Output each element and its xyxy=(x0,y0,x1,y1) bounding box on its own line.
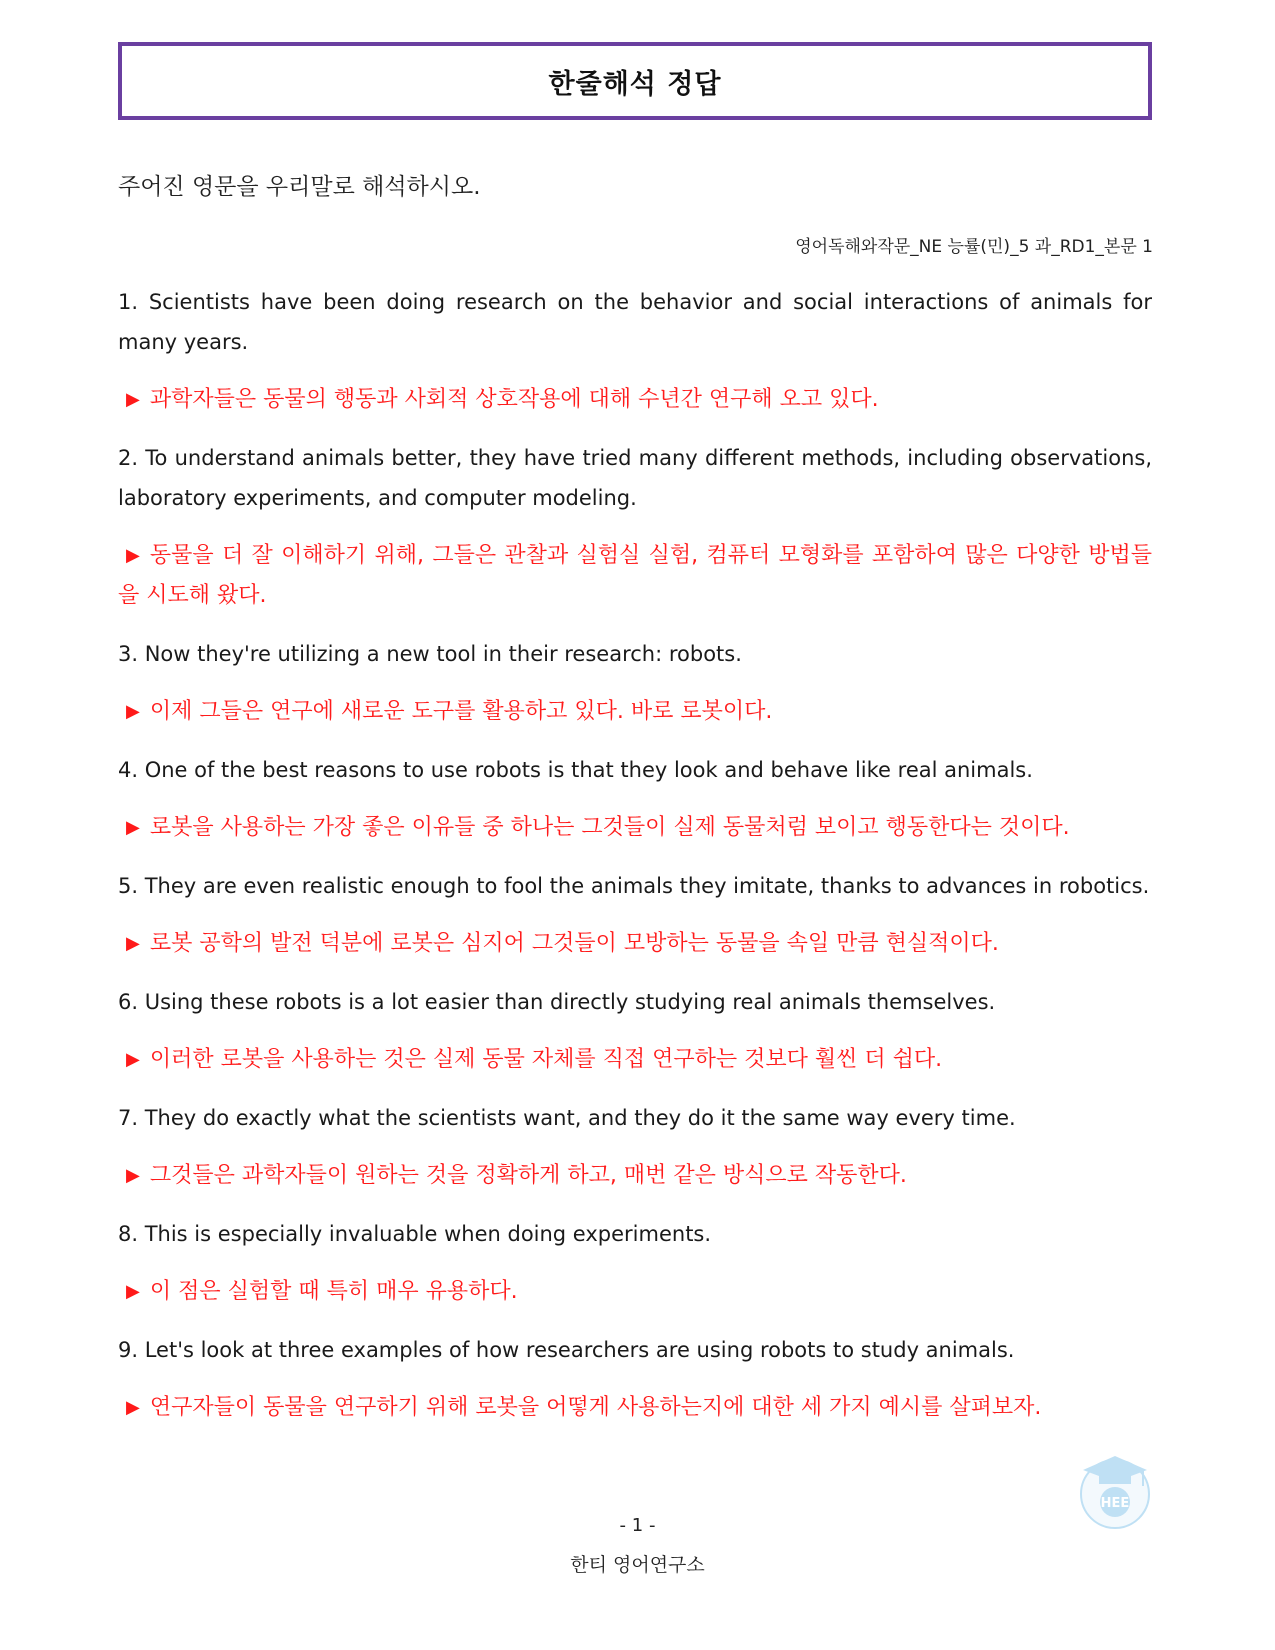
arrow-icon: ▶ xyxy=(126,1049,140,1070)
arrow-icon: ▶ xyxy=(126,545,140,566)
arrow-icon: ▶ xyxy=(126,1165,140,1186)
korean-text: 그것들은 과학자들이 원하는 것을 정확하게 하고, 매번 같은 방식으로 작동한다. xyxy=(149,1163,907,1188)
list-item xyxy=(118,438,1152,616)
korean-text: 과학자들은 동물의 행동과 사회적 상호작용에 대해 수년간 연구해 오고 있다. xyxy=(149,387,879,412)
english-sentence: 4. One of the best reasons to use robots is that they look and behave like real animals. xyxy=(118,758,1033,782)
arrow-icon: ▶ xyxy=(126,389,140,410)
korean-translation xyxy=(118,380,1152,420)
korean-text: 이제 그들은 연구에 새로운 도구를 활용하고 있다. 바로 로봇이다. xyxy=(149,699,773,724)
korean-translation xyxy=(118,1156,1152,1196)
arrow-icon: ▶ xyxy=(126,701,140,722)
list-item xyxy=(118,750,1152,848)
arrow-icon: ▶ xyxy=(126,817,140,838)
korean-translation xyxy=(118,924,1152,964)
title-box xyxy=(118,42,1152,120)
list-item xyxy=(118,866,1152,964)
list-item xyxy=(118,1330,1152,1428)
footer-organization: 한티 영어연구소 xyxy=(570,1554,705,1576)
list-item xyxy=(118,1098,1152,1196)
list-item xyxy=(118,982,1152,1080)
english-sentence: 5. They are even realistic enough to fool the animals they imitate, thanks to advances in robotics. xyxy=(118,874,1150,898)
english-sentence: 8. This is especially invaluable when doing experiments. xyxy=(118,1222,712,1246)
korean-translation xyxy=(118,1388,1152,1428)
page-title: 한줄해석 정답 xyxy=(548,68,722,100)
english-sentence: 2. To understand animals better, they have tried many different methods, including observations, laboratory experiments, and computer modeling. xyxy=(118,446,1152,510)
arrow-icon: ▶ xyxy=(126,1281,140,1302)
korean-text: 동물을 더 잘 이해하기 위해, 그들은 관찰과 실험실 실험, 컴퓨터 모형화를 포함하여 많은 다양한 방법들을 시도해 왔다. xyxy=(118,543,1152,608)
english-sentence: 1. Scientists have been doing research on the behavior and social interactions of animals for many years. xyxy=(118,290,1152,354)
korean-translation xyxy=(118,1272,1152,1312)
arrow-icon: ▶ xyxy=(126,933,140,954)
korean-text: 이러한 로봇을 사용하는 것은 실제 동물 자체를 직접 연구하는 것보다 훨씬 더 쉽다. xyxy=(149,1047,943,1072)
list-item xyxy=(118,1214,1152,1312)
english-sentence: 3. Now they're utilizing a new tool in their research: robots. xyxy=(118,642,742,666)
korean-translation xyxy=(118,1040,1152,1080)
english-sentence: 9. Let's look at three examples of how researchers are using robots to study animals. xyxy=(118,1338,1015,1362)
list-item xyxy=(118,282,1152,420)
logo-text: HEE xyxy=(1100,1496,1130,1511)
korean-text: 로봇을 사용하는 가장 좋은 이유들 중 하나는 그것들이 실제 동물처럼 보이고 행동한다는 것이다. xyxy=(149,815,1070,840)
page-number: - 1 - xyxy=(619,1515,656,1536)
english-sentence: 6. Using these robots is a lot easier than directly studying real animals themselves. xyxy=(118,990,996,1014)
english-sentence: 7. They do exactly what the scientists want, and they do it the same way every time. xyxy=(118,1106,1016,1130)
source-label: 영어독해와작문_NE 능률(민)_5 과_RD1_본문 1 xyxy=(795,237,1153,257)
arrow-icon: ▶ xyxy=(126,1397,140,1418)
korean-translation xyxy=(118,692,1152,732)
korean-translation xyxy=(118,536,1152,616)
sentence-list xyxy=(118,282,1152,1446)
instruction-text: 주어진 영문을 우리말로 해석하시오. xyxy=(118,174,481,200)
list-item xyxy=(118,634,1152,732)
korean-text: 로봇 공학의 발전 덕분에 로봇은 심지어 그것들이 모방하는 동물을 속일 만큼 현실적이다. xyxy=(149,931,999,956)
korean-text: 연구자들이 동물을 연구하기 위해 로봇을 어떻게 사용하는지에 대한 세 가지 예시를 살펴보자. xyxy=(149,1395,1042,1420)
korean-text: 이 점은 실험할 때 특히 매우 유용하다. xyxy=(149,1279,518,1304)
korean-translation xyxy=(118,808,1152,848)
